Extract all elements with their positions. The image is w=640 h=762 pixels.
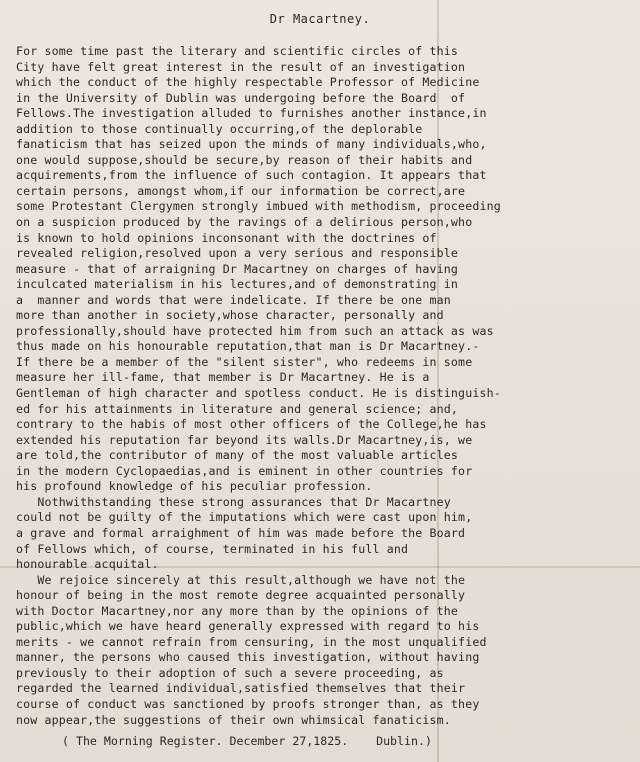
text-line: with Doctor Macartney,nor any more than by the opinions of the: [16, 603, 459, 618]
text-line: course of conduct was sanctioned by proofs stronger than, as they: [16, 696, 480, 711]
text-line: on a suspicion produced by the ravings of a delirious person,who: [16, 215, 473, 230]
text-line: ed for his attainments in literature and general science; and,: [16, 401, 459, 416]
text-line: For some time past the literary and scientific circles of this: [16, 44, 459, 58]
text-line: contrary to the habis of most other officers of the College,he has: [16, 417, 487, 432]
text-line: in the modern Cyclopaedias,and is eminent in other countries for: [16, 463, 473, 478]
text-line: inculcated materialism in his lectures,and of demonstrating in: [16, 277, 459, 292]
text-line: manner, the persons who caused this investigation, without having: [16, 650, 480, 665]
text-line: City have felt great interest in the result of an investigation: [16, 59, 466, 74]
text-line: could not be guilty of the imputations which were cast upon him,: [16, 510, 473, 525]
text-line: in the University of Dublin was undergoing before the Board of: [16, 90, 466, 105]
text-line: addition to those continually occurring,of the deplorable: [16, 121, 423, 136]
text-line: his profound knowledge of his peculiar profession.: [16, 479, 373, 494]
text-line: certain persons, amongst whom,if our information be correct,are: [16, 183, 466, 198]
text-line: some Protestant Clergymen strongly imbued with methodism, proceeding: [16, 199, 501, 214]
text-line: more than another in society,whose character, personally and: [16, 308, 444, 323]
text-line: previously to their adoption of such a severe proceeding, as: [16, 665, 444, 680]
text-line: which the conduct of the highly respectable Professor of Medicine: [16, 75, 480, 90]
text-line: honourable acquital.: [16, 557, 159, 572]
text-line: public,which we have heard generally expressed with regard to his: [16, 619, 480, 634]
text-line: of Fellows which, of course, terminated in his full and: [16, 541, 409, 556]
text-line: extended his reputation far beyond its walls.Dr Macartney,is, we: [16, 432, 473, 447]
text-line: thus made on his honourable reputation,that man is Dr Macartney.-: [16, 339, 480, 354]
document-heading: Dr Macartney.: [269, 12, 371, 26]
text-line: honour of being in the most remote degree acquainted personally: [16, 588, 466, 603]
text-line: measure - that of arraigning Dr Macartney on charges of having: [16, 261, 459, 276]
text-line: a grave and formal arraighment of him was made before the Board: [16, 525, 466, 540]
text-line: acquirements,from the influence of such contagion. It appears that: [16, 168, 487, 183]
text-line: merits - we cannot refrain from censuring, in the most unqualified: [16, 634, 487, 649]
text-line: Gentleman of high character and spotless conduct. He is distinguish-: [16, 386, 501, 401]
text-line: Fellows.The investigation alluded to furnishes another instance,in: [16, 106, 487, 121]
text-line: regarded the learned individual,satisfied themselves that their: [16, 681, 466, 696]
text-line: measure her ill-fame, that member is Dr Macartney. He is a: [16, 370, 430, 385]
text-line: is known to hold opinions inconsonant with the doctrines of: [16, 230, 437, 245]
text-line: Nothwithstanding these strong assurances that Dr Macartney: [16, 494, 451, 509]
source-citation: ( The Morning Register. December 27,1825. Dublin.): [62, 734, 432, 748]
text-line: are told,the contributor of many of the most valuable articles: [16, 448, 459, 463]
text-line: If there be a member of the "silent sister", who redeems in some: [16, 354, 473, 369]
text-line: now appear,the suggestions of their own whimsical fanaticism.: [16, 712, 451, 727]
text-line: professionally,should have protected him from such an attack as was: [16, 323, 494, 338]
text-line: We rejoice sincerely at this result,although we have not the: [16, 572, 466, 587]
text-line: revealed religion,resolved upon a very serious and responsible: [16, 246, 459, 261]
text-line: one would suppose,should be secure,by reason of their habits and: [16, 152, 473, 167]
article-body: [16, 44, 628, 728]
text-line: a manner and words that were indelicate. If there be one man: [16, 292, 451, 307]
text-line: fanaticism that has seized upon the minds of many individuals,who,: [16, 137, 487, 152]
